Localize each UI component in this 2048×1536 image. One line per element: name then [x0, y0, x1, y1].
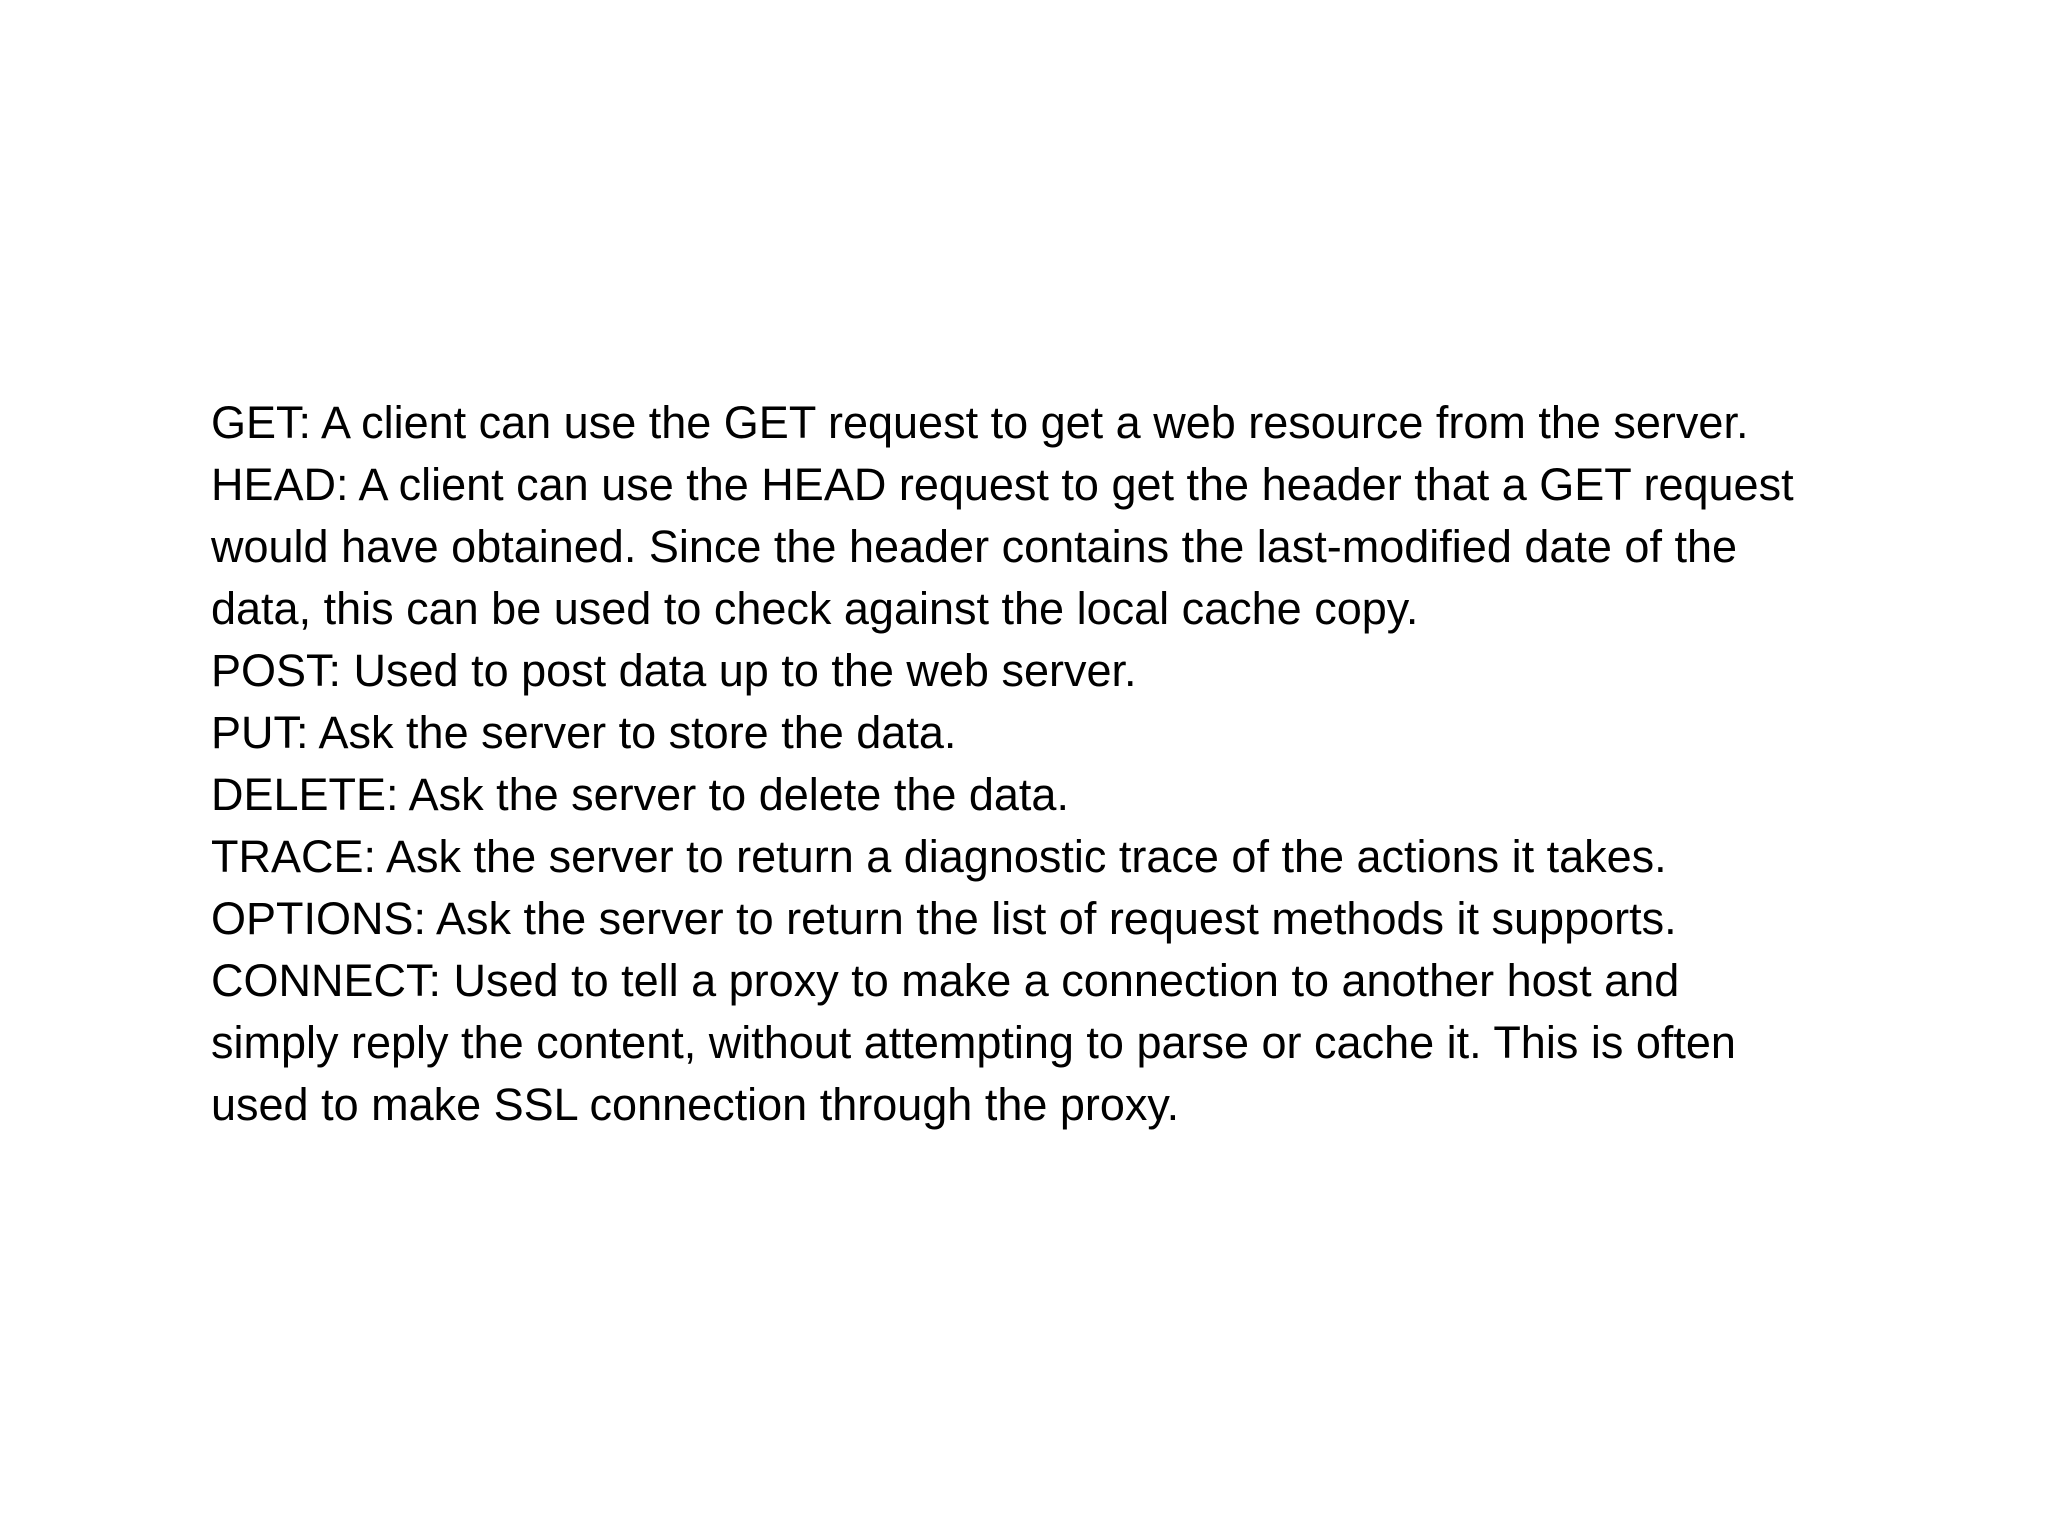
- text-line-get: GET: A client can use the GET request to get a web resource from the server.: [211, 397, 1749, 448]
- text-line-post: POST: Used to post data up to the web server.: [211, 645, 1137, 696]
- text-line-connect-continued: simply reply the content, without attempting to parse or cache it. This is often: [211, 1017, 1736, 1068]
- text-line-options: OPTIONS: Ask the server to return the list of request methods it supports.: [211, 893, 1677, 944]
- http-methods-text: [211, 392, 1911, 1136]
- text-line-trace: TRACE: Ask the server to return a diagnostic trace of the actions it takes.: [211, 831, 1667, 882]
- text-line-head-continued: would have obtained. Since the header contains the last-modified date of the: [211, 521, 1738, 572]
- text-line-head: HEAD: A client can use the HEAD request to get the header that a GET request: [211, 459, 1794, 510]
- text-line-put: PUT: Ask the server to store the data.: [211, 707, 957, 758]
- text-line-head-continued-2: data, this can be used to check against the local cache copy.: [211, 583, 1419, 634]
- text-line-connect: CONNECT: Used to tell a proxy to make a connection to another host and: [211, 955, 1680, 1006]
- text-line-delete: DELETE: Ask the server to delete the data.: [211, 769, 1069, 820]
- text-line-connect-continued-2: used to make SSL connection through the proxy.: [211, 1079, 1180, 1130]
